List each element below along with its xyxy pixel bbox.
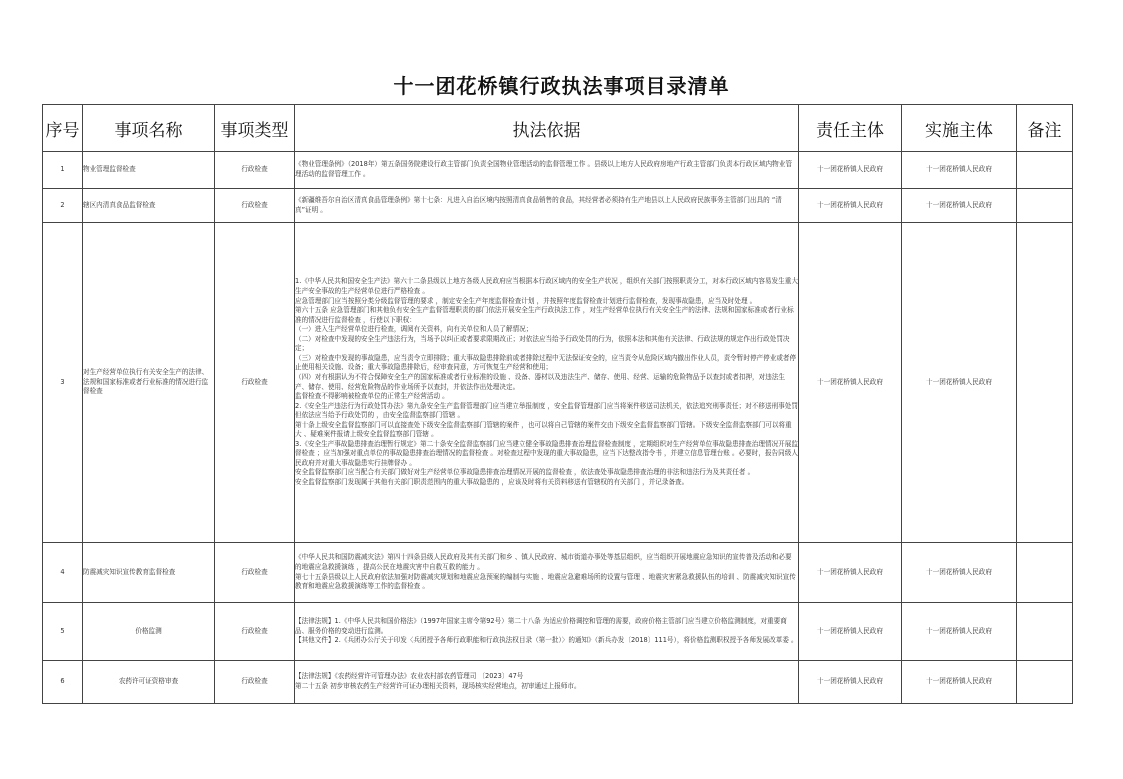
row-item-type: 行政检查 [215, 603, 295, 661]
header-implementing-party: 实施主体 [902, 105, 1017, 152]
basis-paragraph: 2.《安全生产违法行为行政处罚办法》第九条安全生产监督管理部门应当建立举报制度 ，安全监督管理部门应当将案件移送司法机关，依法追究刑事责任；对不移送刑事处罚但依法应当给予行政处罚的 ，由安全监督监察部门管辖 。 [295, 401, 798, 420]
row-item-type: 行政检查 [215, 661, 295, 704]
basis-paragraph: （一）进入生产经营单位进行检查，调阅有关资料，向有关单位和人员了解情况； [295, 325, 533, 334]
table-row [43, 543, 1073, 603]
basis-paragraph: 应急管理部门应当按照分类分级监督管理的要求 ，制定安全生产年度监督检查计划 ，并按照年度监督检查计划进行监督检查，发现事故隐患，应当及时处理 。 [295, 296, 757, 305]
row-item-name: 对生产经营单位执行有关安全生产的法律、法规和国家标准或者行业标准的情况进行监督检查 [83, 223, 215, 543]
table-row [43, 603, 1073, 661]
row-implementing-party: 十一团花桥镇人民政府 [902, 152, 1017, 189]
table-row [43, 189, 1073, 223]
row-item-name: 物业管理监督检查 [83, 152, 215, 189]
basis-paragraph: （三）对检查中发现的事故隐患，应当责令立即排除；重大事故隐患排除前或者排除过程中无法保证安全的，应当责令从危险区域内撤出作业人员，责令暂时停产停业或者停止使用相关设施、设备；重大事故隐患排除后，经审查同意，方可恢复生产经营和使用； [295, 353, 797, 372]
basis-paragraph: 第六十五条 应急管理部门和其他负有安全生产监督管理职责的部门依法开展安全生产行政执法工作 ，对生产经营单位执行有关安全生产的法律、法规和国家标准或者行业标准的情况进行监督检查 ，行使以下职权： [295, 306, 794, 324]
row-legal-basis [295, 661, 799, 704]
row-responsible-party: 十一团花桥镇人民政府 [799, 223, 902, 543]
table-header-row [43, 105, 1073, 152]
basis-paragraph: 【法律法规】《农药经营许可管理办法》农业农村部农药管理司 〔2023〕47号 [295, 672, 524, 681]
basis-paragraph: 【其他文件】2.《兵团办公厅关于印发〈兵团授予各师行政职能和行政执法权目录（第一批）〉的通知》（新兵办发〔2018〕111号），将价格监测职权授予各师发展改革委 。 [295, 636, 798, 645]
table-row [43, 152, 1073, 189]
basis-paragraph: 1.《中华人民共和国安全生产法》第六十二条县级以上地方各级人民政府应当根据本行政区域内的安全生产状况 ，组织有关部门按照职责分工，对本行政区域内容易发生重大生产安全事故的生产经营单位进行严格检查 。 [295, 277, 798, 296]
row-no: 3 [43, 223, 83, 543]
row-item-type: 行政检查 [215, 223, 295, 543]
table-row [43, 223, 1073, 543]
row-implementing-party: 十一团花桥镇人民政府 [902, 189, 1017, 223]
row-no: 6 [43, 661, 83, 704]
row-responsible-party: 十一团花桥镇人民政府 [799, 543, 902, 603]
basis-paragraph: 第十条上级安全监督监察部门可以直接查处下级安全监督监察部门管辖的案件 ，也可以将自己管辖的案件交由下级安全监督监察部门管辖。下级安全监督监察部门可以将重大 、疑难案件报请上级安全监督监察部门管辖 。 [295, 420, 792, 439]
row-implementing-party: 十一团花桥镇人民政府 [902, 661, 1017, 704]
row-no: 2 [43, 189, 83, 223]
row-item-name: 农药许可证资格审查 [83, 661, 215, 704]
header-no: 序号 [43, 105, 83, 152]
row-legal-basis [295, 603, 799, 661]
row-legal-basis [295, 189, 799, 223]
row-item-name: 辖区内清真食品监督检查 [83, 189, 215, 223]
row-no: 5 [43, 603, 83, 661]
header-remarks: 备注 [1017, 105, 1073, 152]
row-item-name: 价格监测 [83, 603, 215, 661]
row-item-type: 行政检查 [215, 543, 295, 603]
header-item-type: 事项类型 [215, 105, 295, 152]
basis-paragraph: 第二十五条 初步审核农药生产经营许可证办理相关资料，现场核实经营地点，初审通过上报师市。 [295, 682, 581, 690]
row-responsible-party: 十一团花桥镇人民政府 [799, 603, 902, 661]
row-responsible-party: 十一团花桥镇人民政府 [799, 152, 902, 189]
row-responsible-party: 十一团花桥镇人民政府 [799, 661, 902, 704]
basis-paragraph: 【法律法规】1.《中华人民共和国价格法》（1997年国家主席令第92号）第二十八条 为适应价格调控和管理的需要，政府价格主管部门应当建立价格监测制度，对重要商品、服务价格的变动进行监测。 [295, 617, 787, 635]
header-legal-basis: 执法依据 [295, 105, 799, 152]
basis-paragraph: （二）对检查中发现的安全生产违法行为，当场予以纠正或者要求限期改正；对依法应当给予行政处罚的行为，依照本法和其他有关法律、行政法规的规定作出行政处罚决定； [295, 334, 790, 353]
row-no: 1 [43, 152, 83, 189]
basis-paragraph: 安全监督监察部门应当配合有关部门做好对生产经营单位事故隐患排查治理情况开展的监督检查 ，依法查处事故隐患排查治理的非法和违法行为及其责任者 。 [295, 468, 755, 477]
row-implementing-party: 十一团花桥镇人民政府 [902, 603, 1017, 661]
row-item-type: 行政检查 [215, 152, 295, 189]
row-implementing-party: 十一团花桥镇人民政府 [902, 543, 1017, 603]
basis-paragraph: 监督检查不得影响被检查单位的正常生产经营活动 。 [295, 392, 449, 401]
row-legal-basis [295, 543, 799, 603]
row-implementing-party: 十一团花桥镇人民政府 [902, 223, 1017, 543]
row-legal-basis [295, 223, 799, 543]
header-item-name: 事项名称 [83, 105, 215, 152]
row-no: 4 [43, 543, 83, 603]
table-row [43, 661, 1073, 704]
row-remarks [1017, 603, 1073, 661]
row-legal-basis [295, 152, 799, 189]
basis-paragraph: 《中华人民共和国防震减灾法》第四十四条县级人民政府及其有关部门和乡 、镇人民政府、城市街道办事处等基层组织，应当组织开展地震应急知识的宣传普及活动和必要的地震应急救援演练 ，提高公民在地震灾害中自救互救的能力 。 [295, 553, 792, 571]
row-remarks [1017, 152, 1073, 189]
row-item-type: 行政检查 [215, 189, 295, 223]
enforcement-items-table [42, 104, 1073, 704]
document-title: 十一团花桥镇行政执法事项目录清单 [393, 74, 730, 98]
basis-paragraph: 3.《安全生产事故隐患排查治理暂行规定》第二十条安全监督监察部门应当建立健全事故隐患排查治理监督检查制度 ，定期组织对生产经营单位事故隐患排查治理情况开展监督检查 ；应当加强对重点单位的事故隐患排查治理情况的监督检查 。对检查过程中发现的重大事故隐患，应当下达整改指令书 ，并建立信息管理台账 。必要时，报告同级人民政府并对重大事故隐患实行挂牌督办 。 [295, 439, 798, 467]
row-item-name: 防震减灾知识宣传教育监督检查 [83, 543, 215, 603]
header-responsible-party: 责任主体 [799, 105, 902, 152]
basis-paragraph: 安全监督监察部门发现属于其他有关部门职责范围内的重大事故隐患的 ，应该及时将有关资料移送有管辖权的有关部门 ，并记录备查。 [295, 477, 689, 486]
basis-paragraph: （四）对有根据认为不符合保障安全生产的国家标准或者行业标准的设施 、设备、器材以及违法生产、储存、使用、经营、运输的危险物品予以查封或者扣押，对违法生产、储存、使用、经营危险物品的作业场所予以查封，并依法作出处理决定。 [295, 372, 786, 391]
row-remarks [1017, 189, 1073, 223]
row-remarks [1017, 661, 1073, 704]
basis-paragraph: 第七十五条县级以上人民政府依法加强对防震减灾规划和地震应急预案的编制与实施 、地震应急避难场所的设置与管理 、地震灾害紧急救援队伍的培训 、防震减灾知识宣传教育和地震应急救援演练等工作的监督检查 。 [295, 572, 796, 591]
basis-paragraph: 《新疆维吾尔自治区清真食品管理条例》第十七条：凡进入自治区境内按照清真食品销售的食品，其经营者必须持有生产地县以上人民政府民族事务主管部门出具的 “清真”证明 。 [295, 195, 782, 214]
row-responsible-party: 十一团花桥镇人民政府 [799, 189, 902, 223]
basis-paragraph: 《物业管理条例》（2018年）第五条国务院建设行政主管部门负责全国物业管理活动的监督管理工作 。县级以上地方人民政府房地产行政主管部门负责本行政区域内物业管理活动的监督管理工作 。 [295, 160, 792, 178]
row-remarks [1017, 223, 1073, 543]
row-remarks [1017, 543, 1073, 603]
